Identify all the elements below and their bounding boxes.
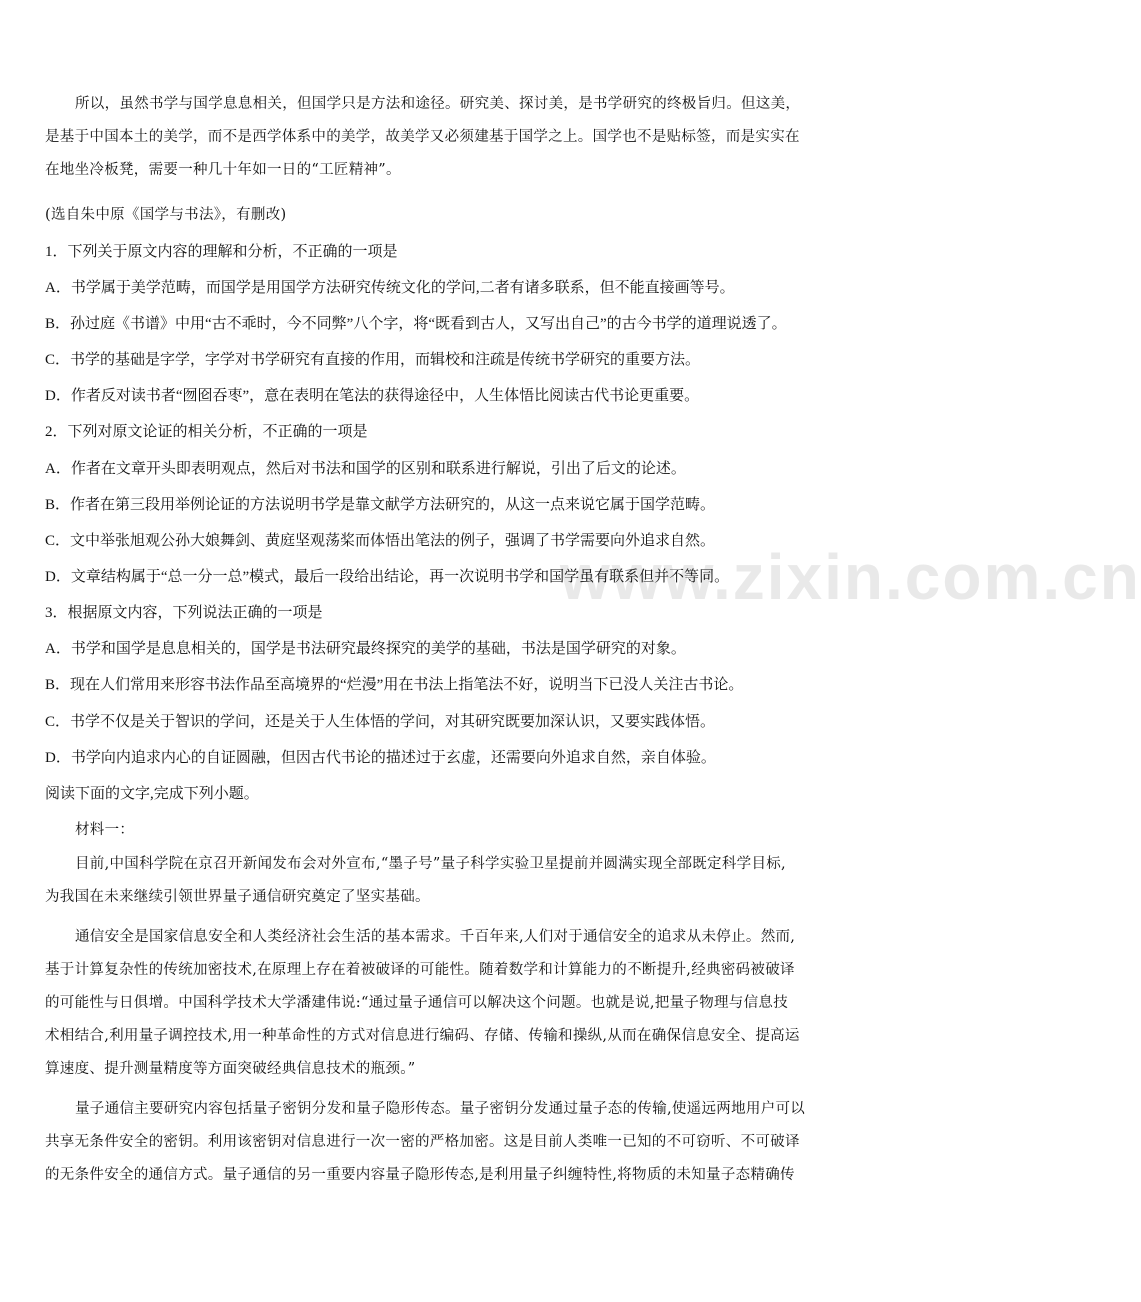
text-line: 目前,中国科学院在京召开新闻发布会对外宣布,“墨子号”量子科学实验卫星提前并圆满实现全部既定科学目标, bbox=[75, 856, 786, 872]
source-citation: (选自朱中原《国学与书法》，有删改) bbox=[45, 207, 287, 223]
option-a: A．书学和国学是息息相关的，国学是书法研究最终探究的美学的基础，书法是国学研究的对象。 bbox=[45, 641, 686, 657]
question-stem: 1．下列关于原文内容的理解和分析，不正确的一项是 bbox=[45, 244, 398, 260]
option-b: B．现在人们常用来形容书法作品至高境界的“烂漫”用在书法上指笔法不好，说明当下已没人关注古书论。 bbox=[45, 677, 744, 693]
text-line: 的无条件安全的通信方式。量子通信的另一重要内容量子隐形传态,是利用量子纠缠特性,将物质的未知量子态精确传 bbox=[45, 1167, 795, 1183]
option-d: D．作者反对读书者“囫囵吞枣”，意在表明在笔法的获得途径中，人生体悟比阅读古代书论更重要。 bbox=[45, 388, 700, 404]
text-line: 通信安全是国家信息安全和人类经济社会生活的基本需求。千百年来,人们对于通信安全的追求从未停止。然而, bbox=[75, 929, 796, 945]
option-c: C．书学不仅是关于智识的学问，还是关于人生体悟的学问，对其研究既要加深认识，又要实践体悟。 bbox=[45, 714, 716, 730]
reading-instruction: 阅读下面的文字,完成下列小题。 bbox=[45, 786, 259, 802]
option-d: D．书学向内追求内心的自证圆融，但因古代书论的描述过于玄虚，还需要向外追求自然，亲自体验。 bbox=[45, 750, 716, 766]
option-b: B．作者在第三段用举例论证的方法说明书学是靠文献学方法研究的，从这一点来说它属于国学范畴。 bbox=[45, 497, 716, 513]
passage1-paragraph bbox=[45, 88, 875, 187]
question-stem: 2．下列对原文论证的相关分析，不正确的一项是 bbox=[45, 424, 368, 440]
option-c: C．书学的基础是字学，字学对书学研究有直接的作用，而辑校和注疏是传统书学研究的重要方法。 bbox=[45, 352, 701, 368]
text-line: 基于计算复杂性的传统加密技术,在原理上存在着被破译的可能性。随着数学和计算能力的不断提升,经典密码被破译 bbox=[45, 962, 795, 978]
text-line: 为我国在未来继续引领世界量子通信研究奠定了坚实基础。 bbox=[45, 889, 430, 905]
text-line: 术相结合,利用量子调控技术,用一种革命性的方式对信息进行编码、存储、传输和操纵,从而在确保信息安全、提高运 bbox=[45, 1028, 800, 1044]
question-stem: 3．根据原文内容，下列说法正确的一项是 bbox=[45, 605, 323, 621]
text-line: 量子通信主要研究内容包括量子密钥分发和量子隐形传态。量子密钥分发通过量子态的传输,使遥远两地用户可以 bbox=[75, 1101, 806, 1117]
text-line: 在地坐冷板凳，需要一种几十年如一日的“工匠精神”。 bbox=[45, 162, 401, 178]
material-heading: 材料一： bbox=[75, 822, 135, 838]
material-paragraph bbox=[45, 921, 875, 1086]
material-paragraph bbox=[45, 848, 875, 914]
material-paragraph bbox=[45, 1093, 875, 1192]
option-b: B．孙过庭《书谱》中用“古不乖时，今不同弊”八个字，将“既看到古人，又写出自己”的古今书学的道理说透了。 bbox=[45, 316, 787, 332]
option-a: A．作者在文章开头即表明观点，然后对书法和国学的区别和联系进行解说，引出了后文的论述。 bbox=[45, 461, 686, 477]
text-line: 是基于中国本土的美学，而不是西学体系中的美学，故美学又必须建基于国学之上。国学也不是贴标签，而是实实在 bbox=[45, 129, 800, 145]
text-line: 共享无条件安全的密钥。利用该密钥对信息进行一次一密的严格加密。这是目前人类唯一已知的不可窃听、不可破译 bbox=[45, 1134, 800, 1150]
text-line: 所以，虽然书学与国学息息相关，但国学只是方法和途径。研究美、探讨美，是书学研究的终极旨归。但这美， bbox=[75, 96, 801, 112]
watermark: www.zixin.com.cn bbox=[560, 541, 1141, 613]
option-d: D．文章结构属于“总一分一总”模式，最后一段给出结论，再一次说明书学和国学虽有联系但并不等同。 bbox=[45, 569, 730, 585]
option-a: A．书学属于美学范畴，而国学是用国学方法研究传统文化的学问,二者有诸多联系，但不能直接画等号。 bbox=[45, 280, 735, 296]
text-line: 的可能性与日俱增。中国科学技术大学潘建伟说:“通过量子通信可以解决这个问题。也就是说,把量子物理与信息技 bbox=[45, 995, 789, 1011]
option-c: C．文中举张旭观公孙大娘舞剑、黄庭坚观荡桨而体悟出笔法的例子，强调了书学需要向外追求自然。 bbox=[45, 533, 716, 549]
text-line: 算速度、提升测量精度等方面突破经典信息技术的瓶颈。” bbox=[45, 1061, 416, 1077]
